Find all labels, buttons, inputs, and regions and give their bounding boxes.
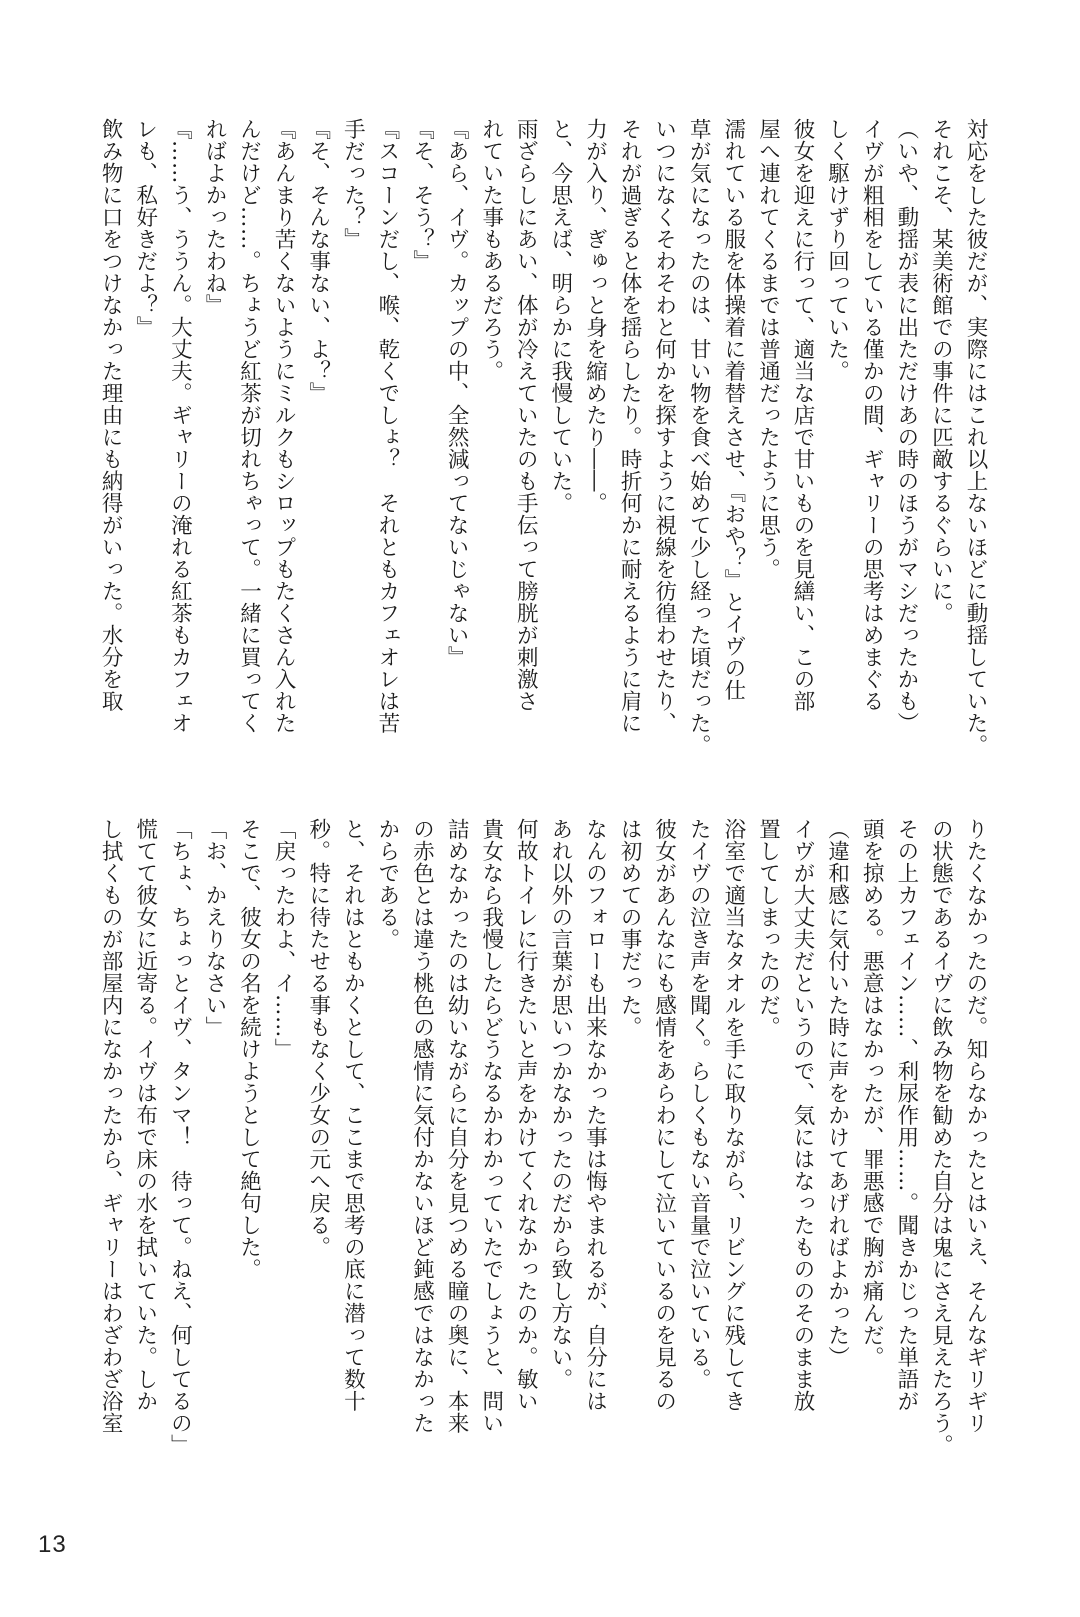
text-line: 『そ、そう？』 [409,118,435,272]
text-line: し拭くものが部屋内になかったから、ギャリーはわざわざ浴室 [98,818,124,1434]
text-line: それこそ、某美術館での事件に匹敵するぐらいに。 [928,118,954,624]
text-line: （いや、動揺が表に出ただけあの時のほうがマシだったかも） [893,118,919,734]
text-line: その上カフェイン……、利尿作用……。聞きかじった単語が [893,818,919,1412]
text-line: 何故トイレに行きたいと声をかけてくれなかったのか。敏い [513,818,539,1412]
text-line: いつになくそわそわと何かを探すように視線を彷徨わせたり、 [651,118,677,734]
text-line: 「お、かえりなさい」 [201,818,227,1038]
text-line: 彼女を迎えに行って、適当な店で甘いものを見繕い、この部 [790,118,816,712]
text-line: 『あら、イヴ。カップの中、全然減ってないじゃない』 [444,118,470,668]
text-line: 「戻ったわよ、イ……」 [271,818,297,1060]
text-line: イヴが大丈夫だというので、気にはなったもののそのまま放 [790,818,816,1412]
text-line: れていた事もあるだろう。 [478,118,504,382]
text-line: 『そ、そんな事ない、よ？』 [305,118,331,404]
text-line: 手だった？』 [340,118,366,250]
text-line: からである。 [374,818,400,950]
text-line: の赤色とは違う桃色の感情に気付かないほど鈍感ではなかった [409,818,435,1434]
text-line: しく駆けずり回っていた。 [824,118,850,382]
text-line: 「ちょ、ちょっとイヴ、タンマ！ 待って。ねえ、何してるの」 [167,818,193,1456]
text-line: 置してしまったのだ。 [755,818,781,1038]
text-line: （違和感に気付いた時に声をかけてあげればよかった） [824,818,850,1368]
text-line: 彼女があんなにも感情をあらわにして泣いているのを見るの [651,818,677,1412]
text-line: 詰めなかったのは幼いながらに自分を見つめる瞳の奥に、本来 [444,818,470,1434]
text-line: 頭を掠める。悪意はなかったが、罪悪感で胸が痛んだ。 [859,818,885,1368]
text-line: 慌てて彼女に近寄る。イヴは布で床の水を拭いていた。しか [132,818,158,1412]
text-line: 対応をした彼だが、実際にはこれ以上ないほどに動揺していた。 [963,118,988,756]
text-line: あれ以外の言葉が思いつかなかったのだから致し方ない。 [547,818,573,1390]
bottom-text-block [72,818,992,1458]
text-line: イヴが粗相をしている僅かの間、ギャリーの思考はめまぐる [859,118,885,712]
top-text-block [72,118,992,758]
text-line: 浴室で適当なタオルを手に取りながら、リビングに残してき [720,818,746,1412]
text-line: そこで、彼女の名を続けようとして絶句した。 [236,818,262,1280]
text-line: と、今思えば、明らかに我慢していた。 [547,118,573,514]
text-line: りたくなかったのだ。知らなかったとはいえ、そんなギリギリ [963,818,988,1434]
text-line: たイヴの泣き声を聞く。らしくもない音量で泣いている。 [686,818,712,1390]
text-line: 秒。特に待たせる事もなく少女の元へ戻る。 [305,818,331,1258]
text-line: 貴女なら我慢したらどうなるかわかっていたでしょうと、問い [478,818,504,1434]
page-number: 13 [38,1531,67,1558]
text-line: 力が入り、ぎゅっと身を縮めたり――。 [582,118,608,514]
text-line: 『あんまり苦くないようにミルクもシロップもたくさん入れた [271,118,297,734]
text-line: ればよかったわね』 [201,118,227,316]
text-line: の状態であるイヴに飲み物を勧めた自分は鬼にさえ見えたろう。 [928,818,954,1456]
text-line: んだけど……。ちょうど紅茶が切れちゃって。一緒に買ってく [236,118,262,734]
text-line: 『スコーンだし、喉、乾くでしょ？ それともカフェオレは苦 [374,118,400,734]
text-line: レも、私好きだよ？』 [132,118,158,338]
text-line: 濡れている服を体操着に着替えさせ、『おや？』とイヴの仕 [720,118,746,702]
text-line: 飲み物に口をつけなかった理由にも納得がいった。水分を取 [98,118,124,712]
text-line: 『……う、ううん。大丈夫。ギャリーの淹れる紅茶もカフェオ [167,118,193,734]
text-line: 草が気になったのは、甘い物を食べ始めて少し経った頃だった。 [686,118,712,756]
text-line: は初めての事だった。 [617,818,643,1038]
text-line: 雨ざらしにあい、体が冷えていたのも手伝って膀胱が刺激さ [513,118,539,712]
text-line: なんのフォローも出来なかった事は悔やまれるが、自分には [582,818,608,1412]
text-line: それが過ぎると体を揺らしたり。時折何かに耐えるように肩に [617,118,643,734]
text-line: と、それはともかくとして、ここまで思考の底に潜って数十 [340,818,366,1412]
text-line: 屋へ連れてくるまでは普通だったように思う。 [755,118,781,580]
